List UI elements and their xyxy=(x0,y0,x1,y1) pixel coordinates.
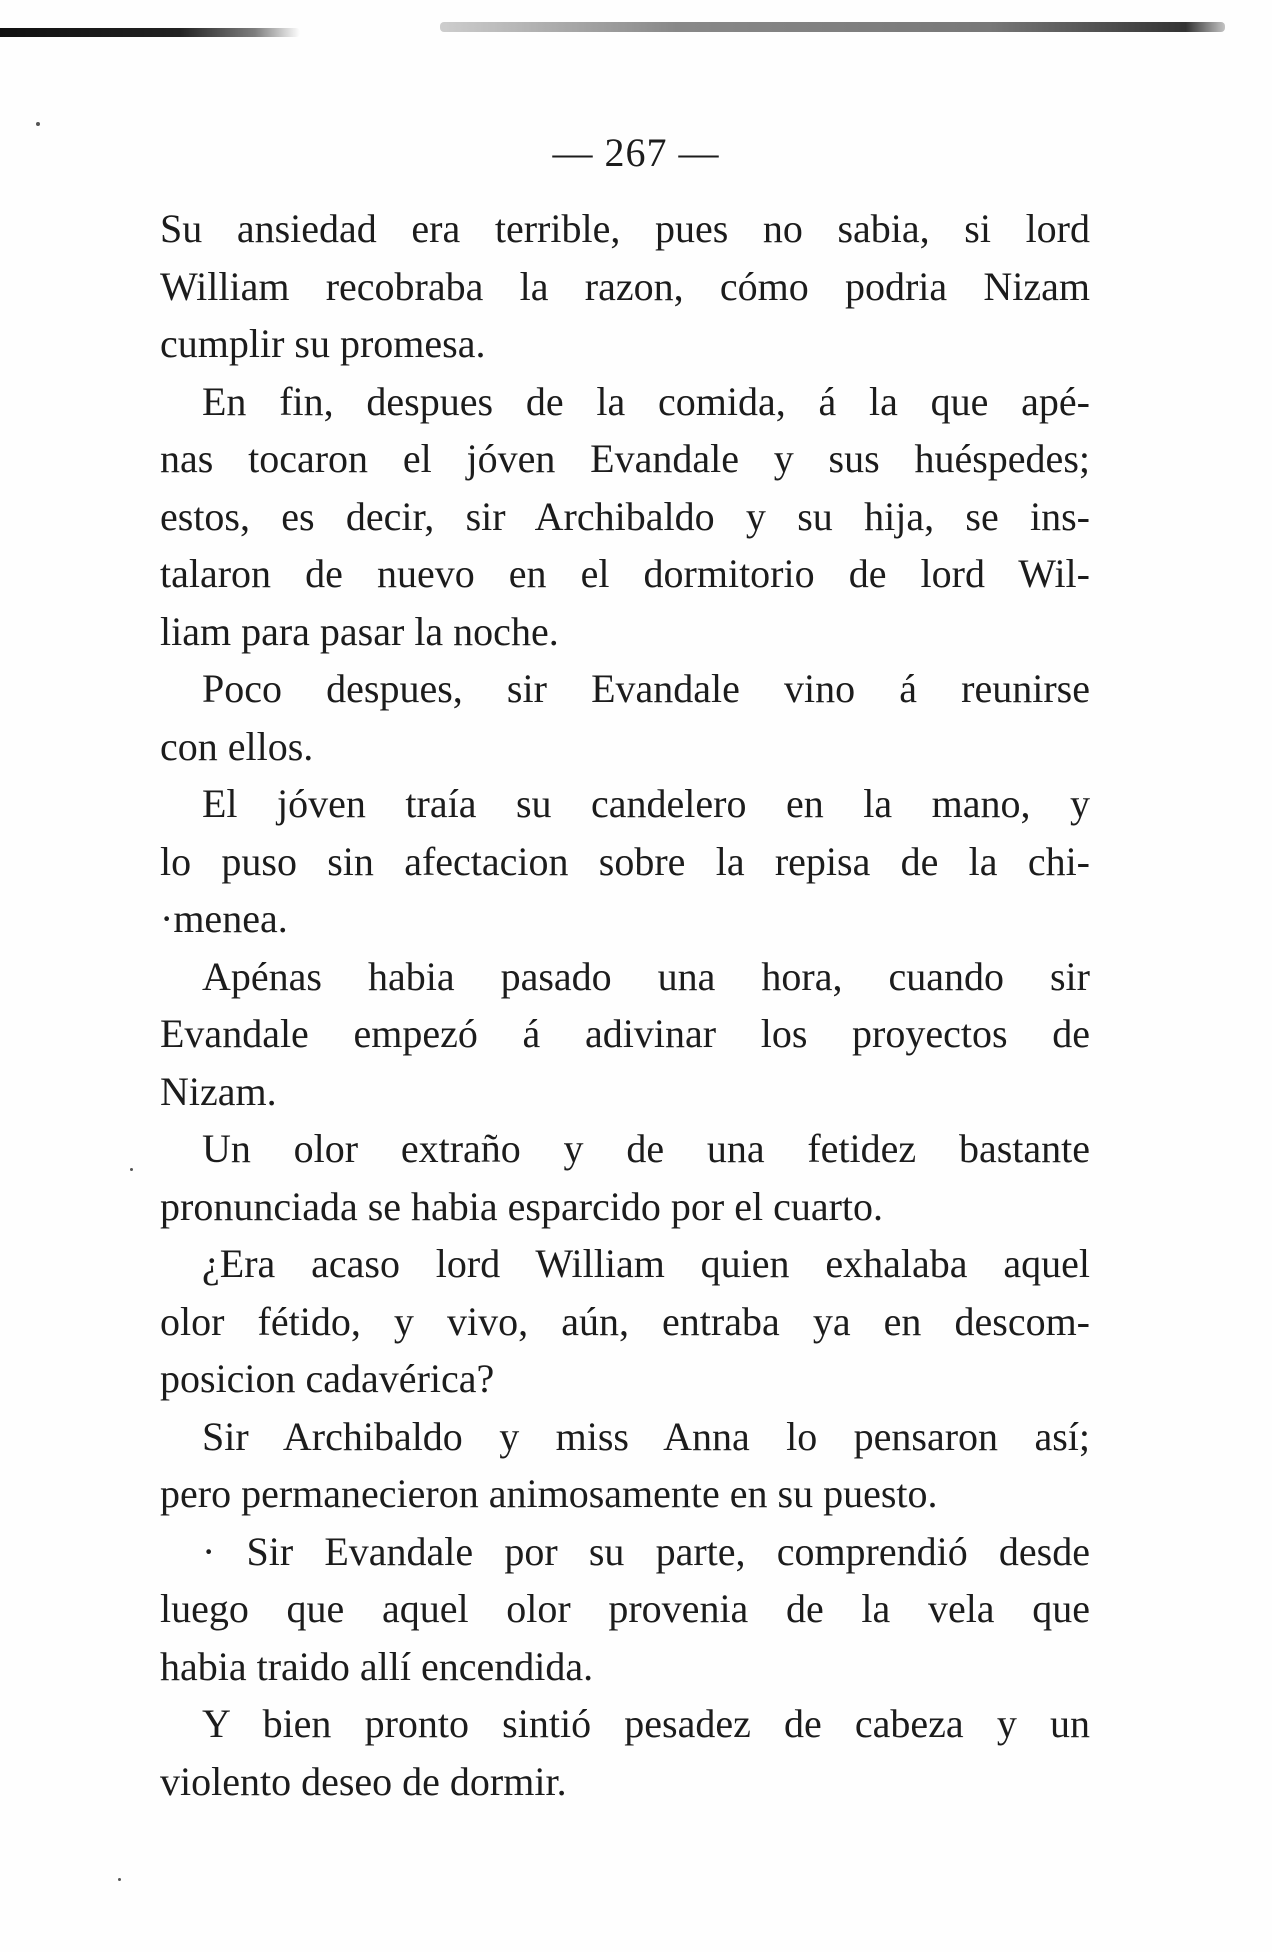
text-line: olor fétido, y vivo, aún, entraba ya en descom- xyxy=(160,1298,1090,1344)
text-line: Evandale empezó á adivinar los proyectos de xyxy=(160,1011,1090,1056)
scan-speck xyxy=(130,1168,133,1171)
text-line: Un olor extraño y de una fetidez bastante xyxy=(202,1126,1090,1171)
text-line: cumplir su promesa. xyxy=(160,321,486,366)
text-line: posicion cadavérica? xyxy=(160,1356,495,1401)
text-line: Apénas habia pasado una hora, cuando sir xyxy=(202,953,1090,999)
text-line: con ellos. xyxy=(160,723,314,769)
text-line: Y bien pronto sintió pesadez de cabeza y un xyxy=(202,1701,1090,1746)
text-line: pronunciada se habia esparcido por el cuarto. xyxy=(160,1183,884,1229)
text-line: El jóven traía su candelero en la mano, y xyxy=(202,781,1090,826)
scan-speck xyxy=(36,122,40,126)
text-line: Nizam. xyxy=(160,1068,277,1114)
body-text xyxy=(160,200,1090,1810)
text-line: talaron de nuevo en el dormitorio de lord Wil- xyxy=(160,551,1090,596)
scan-speck xyxy=(118,1878,121,1881)
text-line: ¿Era acaso lord William quien exhalaba aquel xyxy=(202,1241,1090,1286)
scan-edge-mark xyxy=(440,22,1225,32)
text-line: nas tocaron el jóven Evandale y sus huéspedes; xyxy=(160,436,1090,481)
text-line: William recobraba la razon, cómo podria Nizam xyxy=(160,263,1090,309)
text-line: violento deseo de dormir. xyxy=(160,1758,567,1804)
scan-edge-mark xyxy=(0,28,300,37)
text-line: habia traido allí encendida. xyxy=(160,1643,594,1689)
text-line: luego que aquel olor provenia de la vela que xyxy=(160,1586,1090,1631)
text-line: pero permanecieron animosamente en su puesto. xyxy=(160,1471,938,1516)
text-line: estos, es decir, sir Archibaldo y su hija, se ins- xyxy=(160,493,1090,539)
page-number: — 267 — xyxy=(552,130,720,175)
text-line: Poco despues, sir Evandale vino á reunirse xyxy=(202,666,1090,711)
text-line: Su ansiedad era terrible, pues no sabia, si lord xyxy=(160,206,1090,251)
text-line: ·menea. xyxy=(160,896,288,941)
text-line: lo puso sin afectacion sobre la repisa de la chi- xyxy=(160,838,1090,884)
text-line: · Sir Evandale por su parte, comprendió desde xyxy=(202,1528,1090,1574)
text-line: En fin, despues de la comida, á la que apé- xyxy=(202,378,1090,424)
text-line: Sir Archibaldo y miss Anna lo pensaron así; xyxy=(202,1413,1090,1459)
text-line: liam para pasar la noche. xyxy=(160,608,559,654)
